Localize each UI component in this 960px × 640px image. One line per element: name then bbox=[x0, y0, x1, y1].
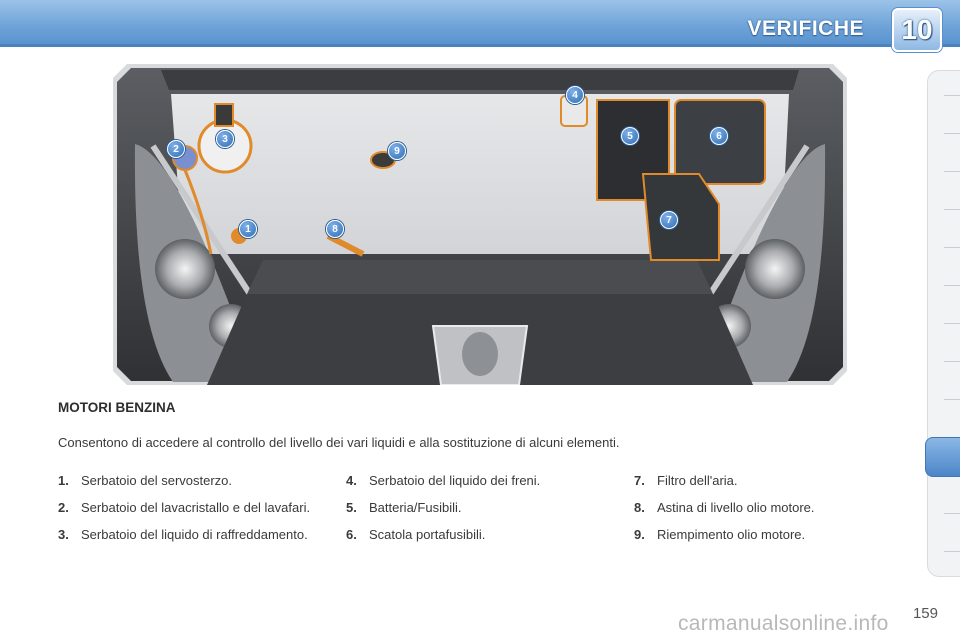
callout-3: 3 bbox=[216, 130, 234, 148]
legend-number: 5. bbox=[346, 500, 357, 515]
callout-8: 8 bbox=[326, 220, 344, 238]
legend-number: 1. bbox=[58, 473, 69, 488]
tab-divider bbox=[944, 171, 960, 172]
callout-7: 7 bbox=[660, 211, 678, 229]
watermark: carmanualsonline.info bbox=[678, 612, 889, 635]
legend-text: Serbatoio del servosterzo. bbox=[81, 473, 233, 488]
tab-divider bbox=[944, 361, 960, 362]
legend-number: 2. bbox=[58, 500, 69, 515]
header-line bbox=[0, 44, 960, 47]
callout-1: 1 bbox=[239, 220, 257, 238]
legend-item bbox=[346, 527, 616, 543]
legend-item bbox=[58, 500, 328, 516]
legend-number: 3. bbox=[58, 527, 69, 542]
engine-bay-illustration bbox=[113, 64, 847, 385]
legend-text: Scatola portafusibili. bbox=[369, 527, 486, 542]
tab-divider bbox=[944, 209, 960, 210]
legend-number: 8. bbox=[634, 500, 645, 515]
legend-number: 9. bbox=[634, 527, 645, 542]
legend-item bbox=[58, 473, 328, 489]
legend-number: 6. bbox=[346, 527, 357, 542]
tab-divider bbox=[944, 247, 960, 248]
legend-text: Batteria/Fusibili. bbox=[369, 500, 462, 515]
legend-text: Serbatoio del liquido di raffreddamento. bbox=[81, 527, 308, 542]
section-title: MOTORI BENZINA bbox=[58, 400, 176, 415]
tab-divider bbox=[944, 513, 960, 514]
legend-text: Serbatoio del lavacristallo e del lavafari. bbox=[81, 500, 311, 515]
legend-number: 7. bbox=[634, 473, 645, 488]
legend-text: Riempimento olio motore. bbox=[657, 527, 806, 542]
legend-item bbox=[634, 473, 904, 489]
legend-text: Astina di livello olio motore. bbox=[657, 500, 815, 515]
legend-text: Filtro dell'aria. bbox=[657, 473, 738, 488]
legend-item bbox=[634, 500, 904, 516]
tab-divider bbox=[944, 285, 960, 286]
section-intro: Consentono di accedere al controllo del livello dei vari liquidi e alla sostituzione di alcuni elementi. bbox=[58, 435, 620, 450]
legend-item bbox=[58, 527, 328, 543]
tab-divider bbox=[944, 551, 960, 552]
chapter-number-badge: 10 bbox=[892, 8, 942, 52]
legend-item bbox=[346, 500, 616, 516]
engine-bay-drawing bbox=[113, 64, 847, 385]
legend-column-2 bbox=[346, 473, 616, 554]
legend-column-3 bbox=[634, 473, 904, 554]
legend-item bbox=[346, 473, 616, 489]
chapter-tab-strip bbox=[927, 70, 960, 577]
legend-text: Serbatoio del liquido dei freni. bbox=[369, 473, 541, 488]
active-chapter-tab[interactable] bbox=[925, 437, 960, 477]
legend-column-1 bbox=[58, 473, 328, 554]
tab-divider bbox=[944, 95, 960, 96]
chapter-title: VERIFICHE bbox=[747, 17, 864, 40]
tab-divider bbox=[944, 133, 960, 134]
legend-item bbox=[634, 527, 904, 543]
callout-5: 5 bbox=[621, 127, 639, 145]
page-header bbox=[0, 0, 960, 52]
callout-4: 4 bbox=[566, 86, 584, 104]
callout-2: 2 bbox=[167, 140, 185, 158]
tab-divider bbox=[944, 323, 960, 324]
tab-divider bbox=[944, 399, 960, 400]
page-number: 159 bbox=[912, 605, 938, 622]
callout-6: 6 bbox=[710, 127, 728, 145]
legend-number: 4. bbox=[346, 473, 357, 488]
callout-9: 9 bbox=[388, 142, 406, 160]
